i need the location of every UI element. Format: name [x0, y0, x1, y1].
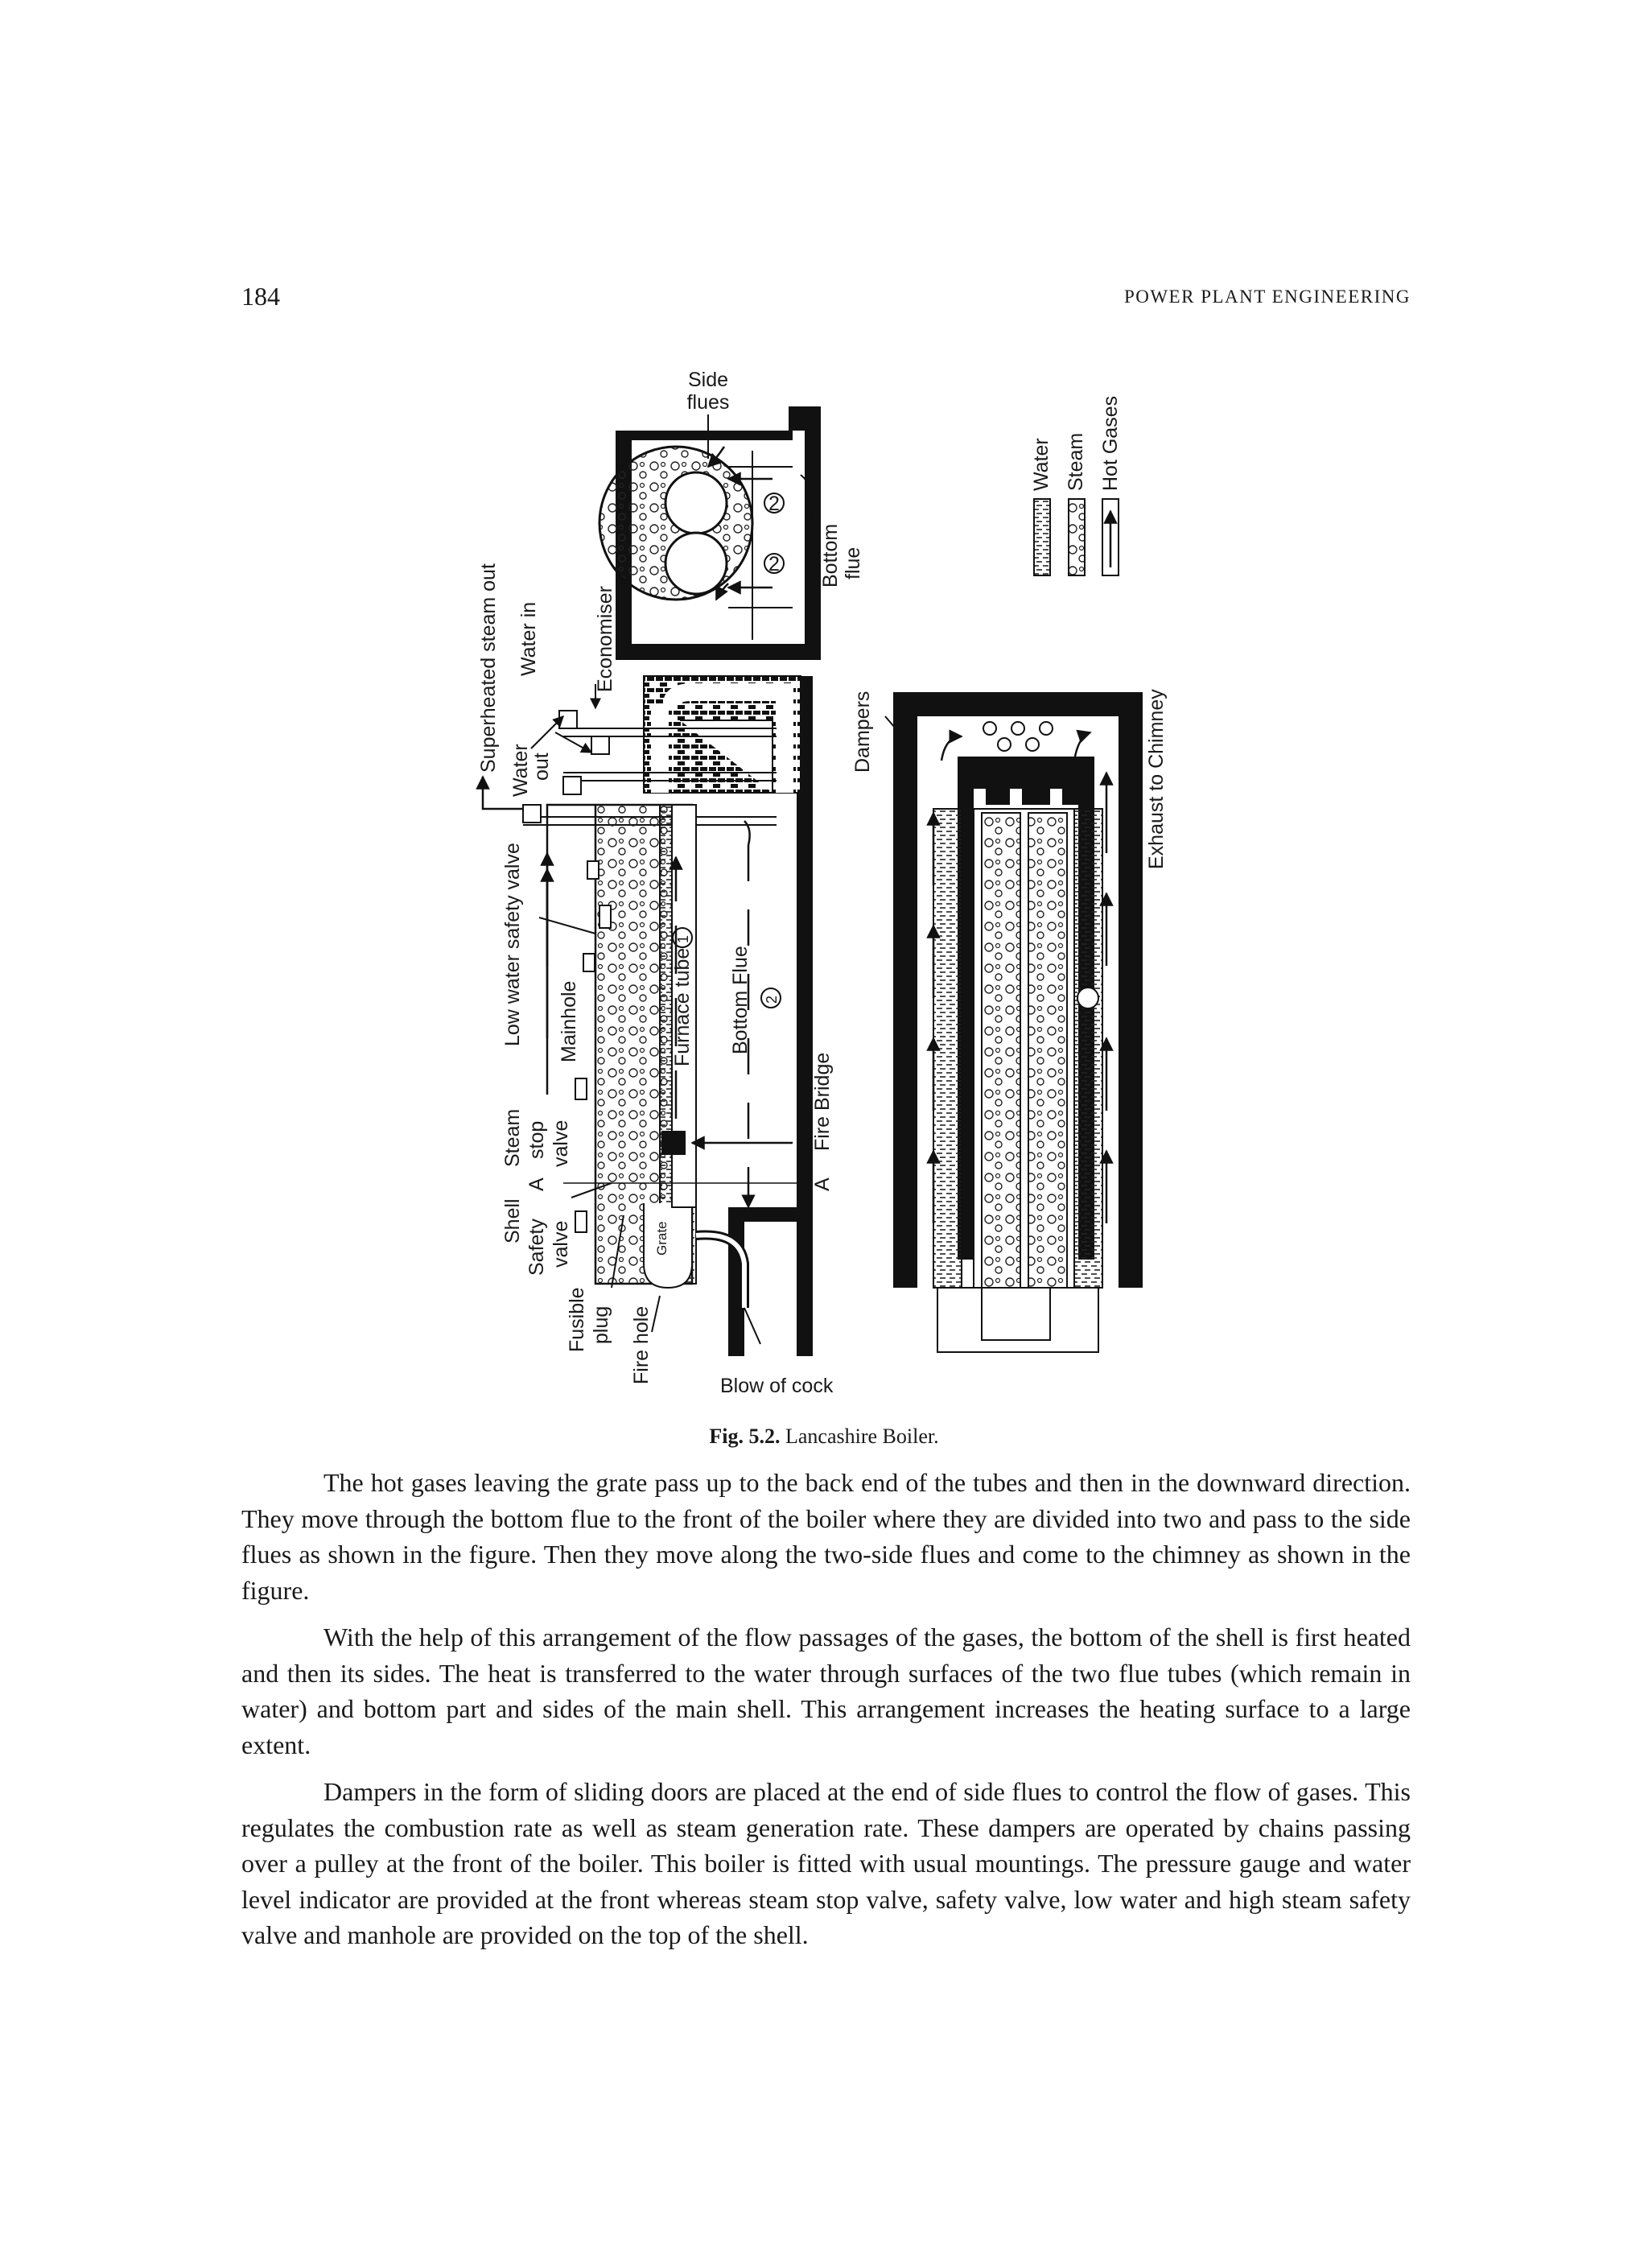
fire-hole-label: Fire hole [630, 1305, 653, 1384]
low-water-safety-valve-label: Low water safety valve [501, 843, 524, 1046]
mainhole-label: Mainhole [558, 980, 580, 1062]
plan-view [851, 689, 1168, 1352]
fire-bridge-block [661, 1131, 686, 1155]
figure-caption [0, 1425, 1648, 1449]
dampers-label: Dampers [851, 691, 874, 773]
legend-hot-gases-label: Hot Gases [1099, 395, 1122, 491]
figure-number: Fig. 5.2. [709, 1425, 781, 1448]
fire-bridge-label: Fire Bridge [811, 1052, 834, 1151]
steam-stop-valve-label-1: Steam [501, 1108, 524, 1167]
economiser-label: Economiser [594, 586, 616, 692]
water-out-label-1: Water [509, 744, 532, 797]
legend-steam-label: Steam [1065, 432, 1087, 491]
longitudinal-section [477, 563, 834, 1397]
furnace-tube-label: Furnace tube [671, 947, 694, 1066]
water-out-label-2: out [530, 753, 553, 781]
steam-stop-valve-label-3: valve [550, 1120, 572, 1167]
fusible-plug-label-1: Fusible [566, 1287, 588, 1352]
body-text [241, 1465, 1411, 1965]
legend [1030, 396, 1122, 575]
fusible-plug-label-2: plug [590, 1305, 612, 1344]
exhaust-to-chimney-label: Exhaust to Chimney [1145, 689, 1168, 869]
section-a-label-left: A [525, 1177, 548, 1191]
circle-two-label-b: 2 [768, 553, 780, 575]
paragraph-2: With the help of this arrangement of the flow passages of the gases, the bottom of the shell is first heated and then its sides. The heat is transferred to the water through surfaces of the two flue tubes (which remain in water) and bottom part and sides of the main shell. This arrangement increases the heating surface to a large extent. [241, 1623, 1411, 1759]
grate-label: Grate [654, 1221, 670, 1256]
blow-of-cock-label: Blow of cock [720, 1375, 834, 1397]
circle-one-label: 1 [675, 934, 691, 943]
running-head: POWER PLANT ENGINEERING [1123, 287, 1411, 307]
bottom-flue-label-2: flue [842, 546, 864, 579]
circle-two-label: 2 [768, 493, 780, 515]
paragraph-3: Dampers in the form of sliding doors are placed at the end of side flues to control the flow of gases. This regulates the combustion rate as well as steam generation rate. These dampers are operated by chains passing over a pulley at the front of the boiler. This boiler is fitted with usual mountings. The pressure gauge and water level indicator are provided at the front whereas steam stop valve, safety valve, low water and high steam safety valve and manhole are provided on the top of the shell. [241, 1777, 1411, 1949]
shell-label: Shell [501, 1198, 524, 1243]
safety-valve-label-2: valve [550, 1220, 572, 1268]
circle-two-main-label: 2 [764, 995, 780, 1004]
legend-water-label: Water [1030, 438, 1053, 491]
flue-tube-lower [665, 533, 727, 594]
side-flues-label-1: Side [687, 369, 729, 391]
section-a-label-right: A [811, 1177, 834, 1191]
water-in-label: Water in [517, 601, 540, 676]
safety-valve-label-1: Safety [525, 1219, 548, 1276]
bottom-flue-main-label: Bottom Flue [729, 946, 752, 1054]
side-flues-label-2: flues [686, 391, 730, 414]
paragraph-1: The hot gases leaving the grate pass up to the back end of the tubes and then in the downward direction. They move through the bottom flue to the front of the boiler where they are divided into two and pass to the side flues as shown in the figure. Then they move along the two-side flues and come to the chimney as shown in the figure. [241, 1468, 1411, 1605]
page-number: 184 [241, 282, 280, 311]
superheated-steam-out-label: Superheated steam out [477, 563, 500, 773]
legend-water-swatch [1034, 499, 1050, 575]
legend-steam-swatch [1069, 499, 1085, 575]
cross-section [599, 369, 864, 660]
bottom-flue-label-1: Bottom [819, 523, 842, 588]
figure-title: Lancashire Boiler. [785, 1425, 939, 1448]
flue-tube-upper [665, 472, 727, 534]
steam-stop-valve-label-2: stop [525, 1120, 548, 1159]
